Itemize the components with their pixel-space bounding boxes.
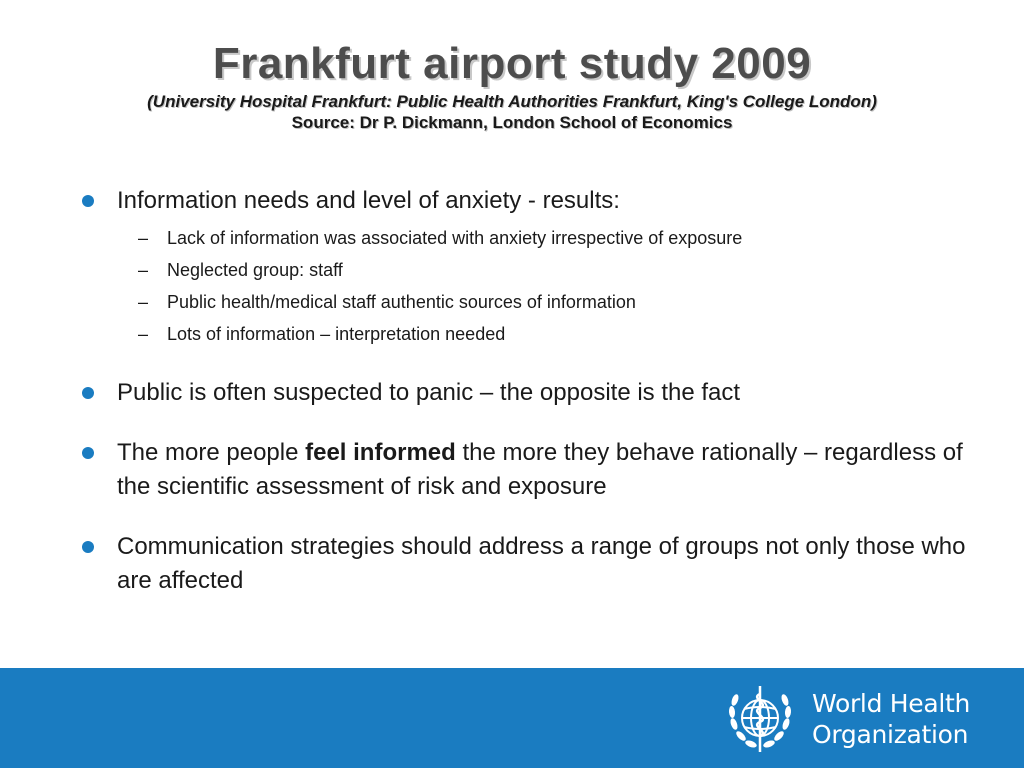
sub-item-text: Lots of information – interpretation needed bbox=[167, 324, 506, 344]
who-wordmark bbox=[812, 688, 970, 750]
footer-bar bbox=[0, 668, 1024, 768]
bullet-text-start: The more people bbox=[117, 439, 306, 466]
slide-title: Frankfurt airport study 2009 bbox=[212, 39, 812, 88]
bullet-item bbox=[80, 530, 980, 598]
bullet-item bbox=[80, 376, 980, 410]
who-emblem-icon bbox=[718, 678, 802, 762]
sub-item bbox=[80, 222, 980, 254]
dash-icon: – bbox=[138, 324, 149, 344]
slide-subtitle: (University Hospital Frankfurt: Public Health Authorities Frankfurt, King's College London) bbox=[147, 92, 877, 111]
title-block bbox=[0, 40, 1024, 133]
bullet-text-bold: feel informed bbox=[305, 439, 456, 466]
bullet-text: Communication strategies should address a range of groups not only those who are affected bbox=[117, 533, 966, 594]
sub-item bbox=[80, 254, 980, 286]
slide-source: Source: Dr P. Dickmann, London School of Economics bbox=[291, 113, 733, 132]
bullet-dot-icon bbox=[82, 195, 94, 207]
sub-item-text: Public health/medical staff authentic sources of information bbox=[167, 292, 636, 312]
bullet-text: Public is often suspected to panic – the opposite is the fact bbox=[117, 379, 741, 406]
dash-icon: – bbox=[138, 292, 149, 312]
bullet-dot-icon bbox=[82, 447, 94, 459]
dash-icon: – bbox=[138, 260, 149, 280]
bullet-dot-icon bbox=[82, 387, 94, 399]
sub-item bbox=[80, 286, 980, 318]
bullet-list bbox=[80, 184, 980, 598]
who-wordmark-line1: World Health bbox=[812, 689, 971, 718]
sub-item-text: Neglected group: staff bbox=[167, 260, 343, 280]
who-wordmark-line2: Organization bbox=[812, 720, 969, 749]
sub-list bbox=[80, 222, 980, 350]
bullet-item bbox=[80, 436, 980, 504]
sub-item-text: Lack of information was associated with anxiety irrespective of exposure bbox=[167, 228, 743, 248]
bullet-item bbox=[80, 184, 980, 218]
bullet-text: Information needs and level of anxiety - results: bbox=[117, 187, 620, 214]
dash-icon: – bbox=[138, 228, 149, 248]
bullet-text-end: the more they behave rationally – regardless of the scientific assessment of risk and exposure bbox=[117, 439, 963, 500]
sub-item bbox=[80, 318, 980, 350]
bullet-dot-icon bbox=[82, 541, 94, 553]
